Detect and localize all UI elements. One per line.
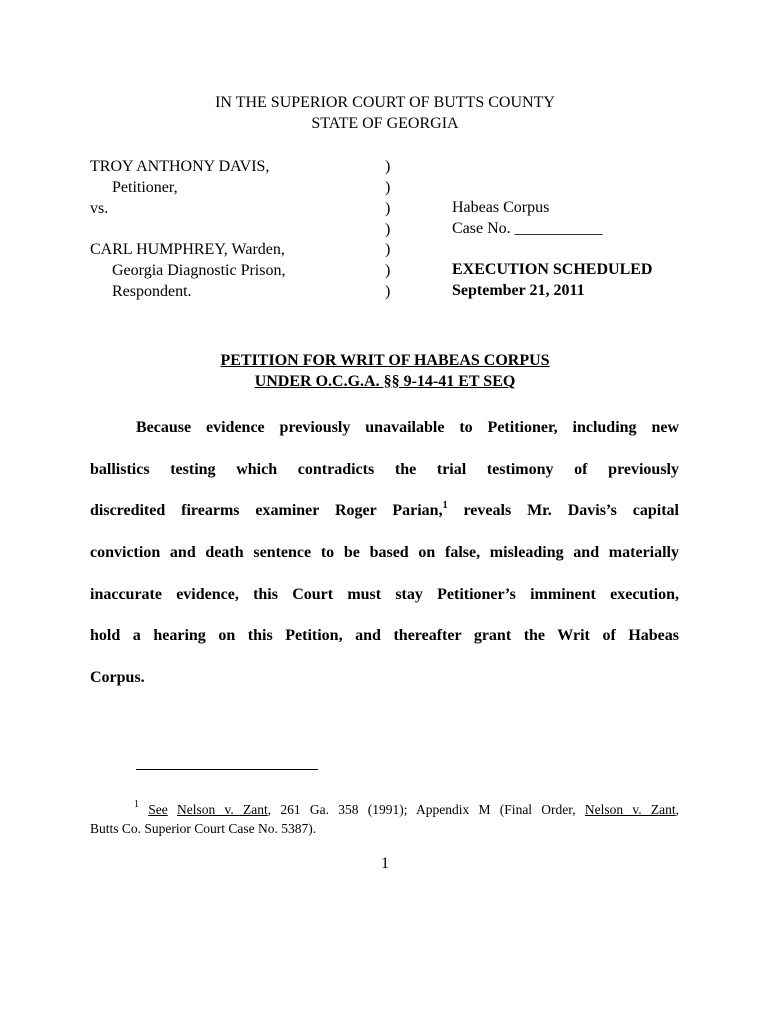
body-line: ballistics testing which contradicts the trial testimony of previously [90, 461, 679, 478]
petition-title: PETITION FOR WRIT OF HABEAS CORPUS [220, 352, 550, 369]
body-text: discredited firearms examiner Roger Parian, [90, 502, 443, 519]
versus-label: vs. [90, 200, 109, 217]
body-line: inaccurate evidence, this Court must stay Petitioner’s imminent execution, [90, 586, 679, 603]
case-number: Case No. ___________ [452, 220, 603, 237]
execution-date: September 21, 2011 [452, 282, 585, 299]
court-name: IN THE SUPERIOR COURT OF BUTTS COUNTY [215, 94, 555, 111]
execution-label: EXECUTION SCHEDULED [452, 261, 653, 278]
body-line: Because evidence previously unavailable to Petitioner, including new [136, 419, 679, 436]
caption-paren: ) [385, 200, 391, 217]
respondent-institution: Georgia Diagnostic Prison, [112, 262, 286, 279]
footnote-marker: 1 [134, 799, 139, 810]
body-line [90, 501, 679, 521]
court-state: STATE OF GEORGIA [311, 115, 459, 132]
caption-paren: ) [385, 262, 391, 279]
footnote-divider [136, 769, 318, 770]
footnote-citation: , 261 Ga. 358 (1991); Appendix M (Final Order, [267, 802, 585, 817]
caption-paren: ) [385, 241, 391, 258]
petitioner-name: TROY ANTHONY DAVIS, [90, 158, 270, 175]
caption-paren: ) [385, 283, 391, 300]
body-line: Corpus. [90, 669, 145, 686]
footnote-case-2: Nelson v. Zant [584, 802, 676, 817]
petitioner-label: Petitioner, [112, 179, 178, 196]
body-line: hold a hearing on this Petition, and thereafter grant the Writ of Habeas [90, 627, 679, 644]
footnote-ref[interactable]: 1 [442, 500, 448, 511]
page-number: 1 [381, 855, 389, 872]
caption-paren: ) [385, 179, 391, 196]
case-type: Habeas Corpus [452, 199, 550, 216]
petition-subtitle: UNDER O.C.G.A. §§ 9-14-41 ET SEQ [254, 373, 516, 390]
footnote-see: See [148, 802, 168, 817]
footnote-line: Butts Co. Superior Court Case No. 5387). [90, 821, 317, 836]
footnote-citation: , [675, 802, 680, 817]
body-line: conviction and death sentence to be based on false, misleading and materially [90, 544, 679, 561]
footnote-line [90, 801, 679, 819]
respondent-name: CARL HUMPHREY, Warden, [90, 241, 285, 258]
caption-paren: ) [385, 158, 391, 175]
footnote-case-1: Nelson v. Zant [177, 802, 268, 817]
respondent-label: Respondent. [112, 283, 192, 300]
caption-paren: ) [385, 221, 391, 238]
body-text: reveals Mr. Davis’s capital [447, 502, 679, 519]
